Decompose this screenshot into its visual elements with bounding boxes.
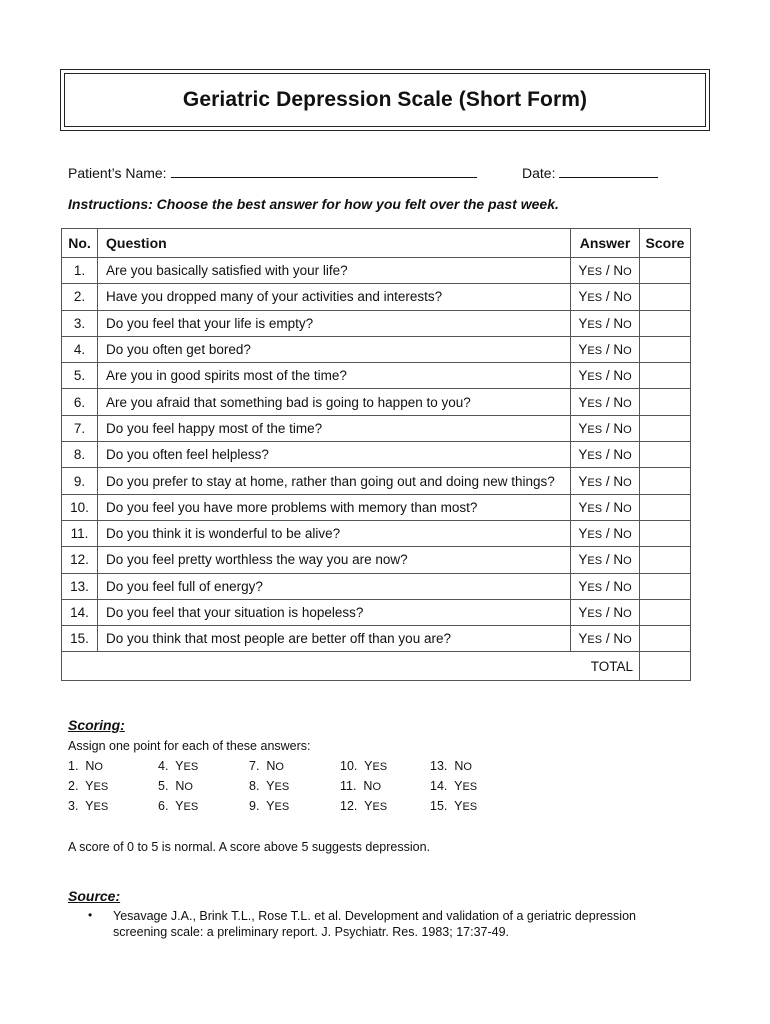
scoring-item: 10. YES <box>340 759 388 773</box>
answer-no[interactable]: NO <box>613 420 632 436</box>
row-question: Do you feel full of energy? <box>98 573 571 599</box>
scoring-item: 8. YES <box>249 779 290 793</box>
row-question: Do you feel pretty worthless the way you are now? <box>98 547 571 573</box>
scoring-item: 1. NO <box>68 759 103 773</box>
row-question: Do you often get bored? <box>98 336 571 362</box>
source-heading: Source: <box>68 888 121 904</box>
patient-name-field <box>68 163 477 181</box>
row-score[interactable] <box>640 468 691 494</box>
row-number: 12. <box>62 547 98 573</box>
answer-separator: / <box>602 342 614 358</box>
table-row <box>62 336 691 362</box>
answer-no[interactable]: NO <box>613 526 632 542</box>
answer-separator: / <box>602 394 614 410</box>
row-score[interactable] <box>640 494 691 520</box>
row-score[interactable] <box>640 626 691 652</box>
row-number: 2. <box>62 284 98 310</box>
table-row <box>62 599 691 625</box>
total-spacer <box>62 652 571 681</box>
scoring-note: A score of 0 to 5 is normal. A score above 5 suggests depression. <box>68 840 431 854</box>
row-answer[interactable] <box>571 336 640 362</box>
table-row <box>62 494 691 520</box>
table-row <box>62 284 691 310</box>
table-row <box>62 415 691 441</box>
row-answer[interactable] <box>571 284 640 310</box>
row-question: Do you feel that your life is empty? <box>98 310 571 336</box>
row-question: Do you think that most people are better off than you are? <box>98 626 571 652</box>
row-number: 3. <box>62 310 98 336</box>
answer-yes[interactable]: YES <box>578 342 603 358</box>
row-score[interactable] <box>640 520 691 546</box>
answer-yes[interactable]: YES <box>578 289 603 305</box>
table-row <box>62 547 691 573</box>
table-row <box>62 389 691 415</box>
scoring-instructions: Assign one point for each of these answers: <box>68 739 311 753</box>
row-score[interactable] <box>640 363 691 389</box>
row-question: Do you feel that your situation is hopeless? <box>98 599 571 625</box>
scoring-item: 9. YES <box>249 799 290 813</box>
row-number: 9. <box>62 468 98 494</box>
row-number: 7. <box>62 415 98 441</box>
row-score[interactable] <box>640 389 691 415</box>
scoring-item: 4. YES <box>158 759 199 773</box>
row-number: 6. <box>62 389 98 415</box>
row-answer[interactable] <box>571 494 640 520</box>
table-row <box>62 520 691 546</box>
row-question: Are you in good spirits most of the time? <box>98 363 571 389</box>
total-score[interactable] <box>640 652 691 681</box>
source-reference: Yesavage J.A., Brink T.L., Rose T.L. et al. Development and validation of a geriatric depression screening scale: a preliminary report. J. Psychiatr. Res. 1983; 17:37-49. <box>113 909 636 939</box>
row-number: 10. <box>62 494 98 520</box>
row-question: Do you prefer to stay at home, rather than going out and doing new things? <box>98 468 571 494</box>
answer-yes[interactable]: YES <box>578 578 603 594</box>
answer-yes[interactable]: YES <box>578 473 603 489</box>
answer-separator: / <box>602 473 614 489</box>
answer-yes[interactable]: YES <box>578 605 603 620</box>
row-answer[interactable] <box>571 468 640 494</box>
answer-separator: / <box>602 552 614 568</box>
answer-no[interactable]: NO <box>613 289 632 305</box>
scoring-item: 5. NO <box>158 779 193 793</box>
row-answer[interactable] <box>571 363 640 389</box>
answer-separator: / <box>602 499 614 515</box>
table-row <box>62 258 691 284</box>
scoring-item: 7. NO <box>249 759 284 773</box>
scoring-item: 12. YES <box>340 799 388 813</box>
row-number: 14. <box>62 599 98 625</box>
answer-separator: / <box>602 526 614 542</box>
scoring-item: 14. YES <box>430 779 478 793</box>
row-score[interactable] <box>640 258 691 284</box>
row-score[interactable] <box>640 573 691 599</box>
total-label: TOTAL <box>571 652 640 681</box>
row-answer[interactable] <box>571 389 640 415</box>
table-row <box>62 310 691 336</box>
answer-no[interactable]: NO <box>613 605 632 620</box>
answer-no[interactable]: NO <box>613 499 632 515</box>
answer-no[interactable]: NO <box>613 552 632 568</box>
scoring-item: 6. YES <box>158 799 199 813</box>
scoring-item: 13. NO <box>430 759 472 773</box>
row-score[interactable] <box>640 547 691 573</box>
scoring-item: 15. YES <box>430 799 478 813</box>
row-answer[interactable] <box>571 599 640 625</box>
answer-separator: / <box>602 289 614 305</box>
row-score[interactable] <box>640 284 691 310</box>
row-question: Do you feel happy most of the time? <box>98 415 571 441</box>
scoring-key <box>68 759 528 821</box>
row-answer[interactable] <box>571 520 640 546</box>
row-score[interactable] <box>640 336 691 362</box>
answer-separator: / <box>602 263 614 279</box>
row-answer[interactable] <box>571 442 640 468</box>
answer-yes[interactable]: YES <box>578 447 603 463</box>
table-row <box>62 626 691 652</box>
scoring-item: 3. YES <box>68 799 109 813</box>
patient-name-label: Patient’s Name: <box>68 165 167 181</box>
header-answer: Answer <box>571 229 640 258</box>
row-number: 11. <box>62 520 98 546</box>
answer-no[interactable]: NO <box>613 578 632 594</box>
row-score[interactable] <box>640 442 691 468</box>
date-line[interactable] <box>559 163 658 178</box>
answer-separator: / <box>602 315 614 331</box>
answer-separator: / <box>602 368 614 384</box>
answer-no[interactable]: NO <box>613 473 632 489</box>
table-header-row <box>62 229 691 258</box>
questions-table <box>61 228 691 681</box>
row-answer[interactable] <box>571 310 640 336</box>
header-score: Score <box>640 229 691 258</box>
answer-separator: / <box>602 578 614 594</box>
answer-no[interactable]: NO <box>613 394 632 410</box>
row-score[interactable] <box>640 310 691 336</box>
table-row <box>62 363 691 389</box>
scoring-item: 2. YES <box>68 779 109 793</box>
row-question: Have you dropped many of your activities and interests? <box>98 284 571 310</box>
answer-no[interactable]: NO <box>613 368 632 384</box>
row-question: Do you often feel helpless? <box>98 442 571 468</box>
row-answer[interactable] <box>571 626 640 652</box>
scoring-item: 11. NO <box>340 779 381 793</box>
answer-no[interactable]: NO <box>613 342 632 358</box>
answer-yes[interactable]: YES <box>578 499 603 515</box>
row-number: 13. <box>62 573 98 599</box>
table-row <box>62 573 691 599</box>
row-number: 4. <box>62 336 98 362</box>
row-question: Do you think it is wonderful to be alive? <box>98 520 571 546</box>
row-number: 8. <box>62 442 98 468</box>
row-answer[interactable] <box>571 547 640 573</box>
scoring-heading: Scoring: <box>68 717 125 733</box>
row-score[interactable] <box>640 599 691 625</box>
patient-name-line[interactable] <box>171 163 477 178</box>
answer-yes[interactable]: YES <box>578 368 603 384</box>
total-row <box>62 652 691 681</box>
row-answer[interactable] <box>571 258 640 284</box>
answer-yes[interactable]: YES <box>578 315 603 331</box>
row-number: 1. <box>62 258 98 284</box>
answer-yes[interactable]: YES <box>578 631 603 647</box>
answer-yes[interactable]: YES <box>578 552 603 568</box>
header-question: Question <box>98 229 571 258</box>
date-label: Date: <box>522 165 556 181</box>
row-question: Do you feel you have more problems with memory than most? <box>98 494 571 520</box>
answer-no[interactable]: NO <box>613 263 632 279</box>
table-row <box>62 442 691 468</box>
answer-separator: / <box>602 447 614 463</box>
answer-no[interactable]: NO <box>613 315 632 331</box>
answer-yes[interactable]: YES <box>578 394 603 410</box>
answer-yes[interactable]: YES <box>578 263 603 279</box>
answer-separator: / <box>602 631 614 647</box>
answer-yes[interactable]: YES <box>578 526 603 542</box>
row-number: 5. <box>62 363 98 389</box>
table-row <box>62 468 691 494</box>
date-field <box>522 163 658 181</box>
bullet-icon: • <box>88 908 93 922</box>
row-question: Are you afraid that something bad is going to happen to you? <box>98 389 571 415</box>
answer-yes[interactable]: YES <box>578 420 603 436</box>
answer-separator: / <box>602 605 614 620</box>
instructions: Instructions: Choose the best answer for how you felt over the past week. <box>68 196 559 212</box>
answer-no[interactable]: NO <box>613 631 632 647</box>
title-box <box>60 69 710 131</box>
page-title: Geriatric Depression Scale (Short Form) <box>64 73 706 127</box>
row-number: 15. <box>62 626 98 652</box>
row-question: Are you basically satisfied with your life? <box>98 258 571 284</box>
answer-separator: / <box>602 420 614 436</box>
header-no: No. <box>62 229 98 258</box>
row-answer[interactable] <box>571 573 640 599</box>
row-answer[interactable] <box>571 415 640 441</box>
row-score[interactable] <box>640 415 691 441</box>
answer-no[interactable]: NO <box>613 447 632 463</box>
